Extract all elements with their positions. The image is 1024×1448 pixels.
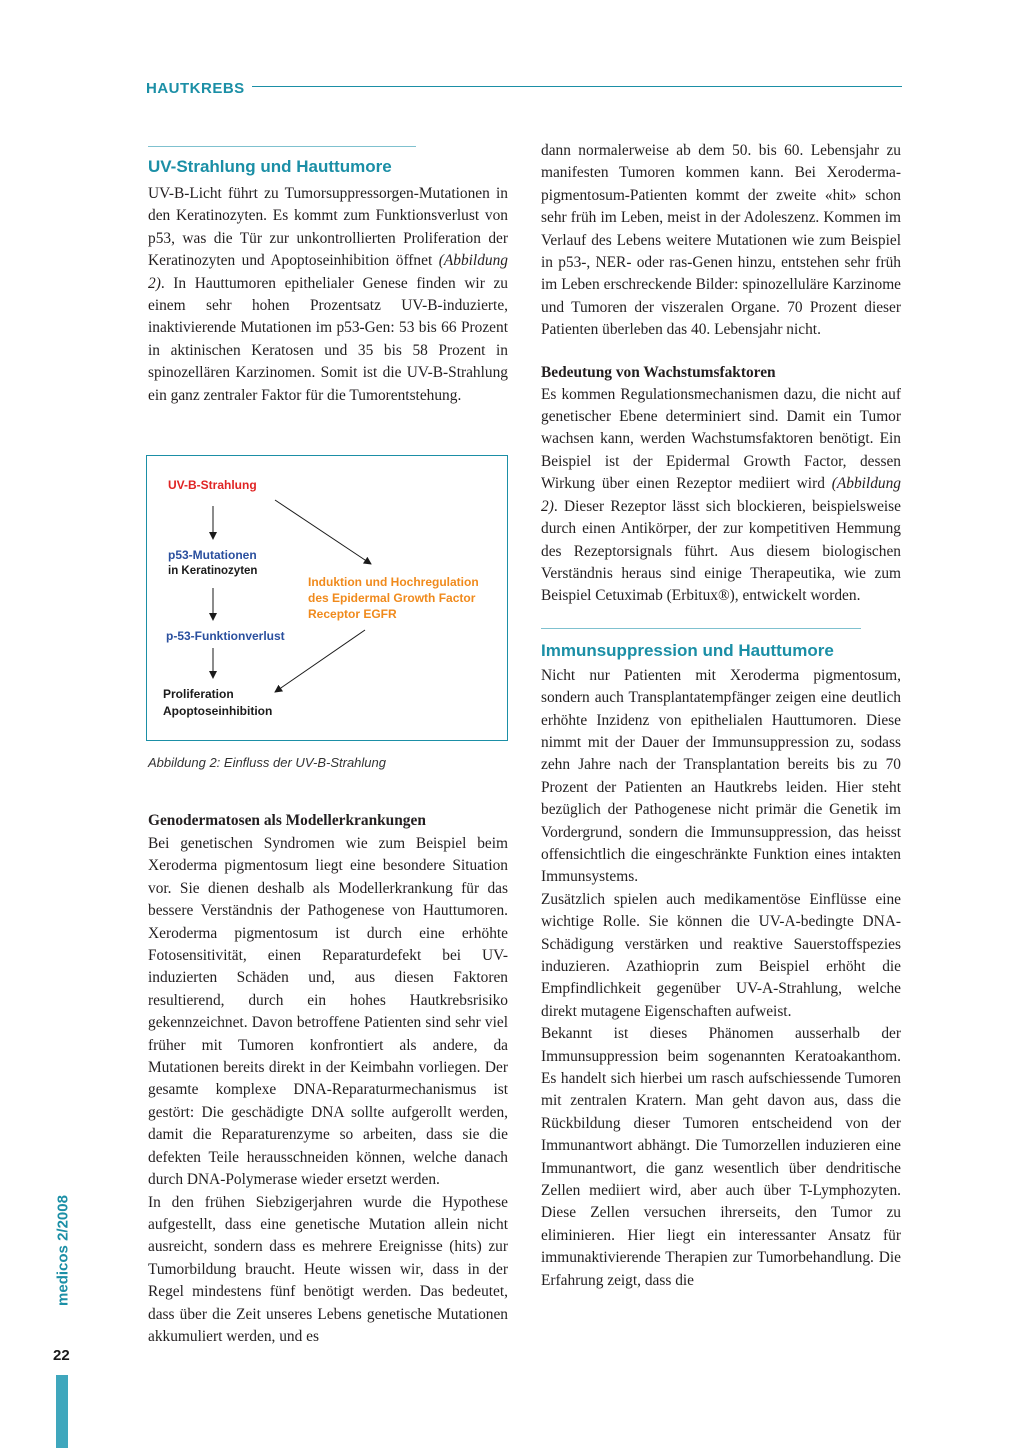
node-p53-mutations: p53-Mutationen — [168, 548, 257, 562]
node-apoptosis: Apoptoseinhibition — [163, 704, 273, 718]
arrow-egfr-to-prolif — [275, 630, 365, 692]
section-divider — [148, 146, 416, 147]
paragraph-continuation: dann normalerweise ab dem 50. bis 60. Lebensjahr zu manifesten Tumoren kommen kann. Bei Xeroderma-pigmentosum-Patienten kommt der zweite «hit» schon sehr früh im Leben, meist in der Adoleszenz. Kommen im Verlauf des Lebens weitere Mutationen wie zum Beispiel in p53-, NER- oder ras-Genen hinzu, entstehen sehr früh im Leben erschreckende Bilder: spinozelluläre Karzinome und Tumoren der viszeralen Organe. 70 Prozent dieser Patienten überleben das 40. Lebensjahr nicht. — [541, 142, 901, 339]
journal-sidebar — [46, 1190, 76, 1320]
node-proliferation: Proliferation — [163, 687, 234, 701]
arrow-uvb-to-egfr — [275, 500, 371, 564]
node-uvb: UV-B-Strahlung — [168, 478, 257, 492]
node-induktion-line1: Induktion und Hochregulation — [308, 575, 479, 589]
node-p53-loss: p-53-Funktionverlust — [166, 629, 285, 643]
journal-title: medicos 2/2008 — [54, 1195, 72, 1306]
left-column-top — [148, 146, 508, 407]
figure-caption: Abbildung 2: Einfluss der UV-B-Strahlung — [148, 755, 386, 770]
section-divider — [541, 628, 861, 629]
section-heading-genodermatosen: Genodermatosen als Modellerkrankungen — [148, 812, 426, 829]
figure-reference: (Abbildung 2) — [541, 475, 901, 515]
paragraph-immunsuppression-3: Bekannt ist dieses Phänomen ausserhalb der Immunsuppression beim sogenannten Keratoakanthom. Es handelt sich hierbei um rasch aufschiessende Tumoren mit zentralen Kratern. Man geht davon aus, dass die Rückbildung dieser Tumoren entscheidend von der Immunantwort abhängt. Die Tumorzellen induzieren eine Immunantwort, die ganz wesentlich über dendritische Zellen mediiert wird, aber auch über T-Lymphozyten. Diese Zellen versuchen ihrerseits, den Tumor zu eliminieren. Hier liegt ein interessanter Ansatz für immunaktivierende Therapien zur Tumorbehandlung. Die Erfahrung zeigt, dass die — [541, 1025, 901, 1289]
paragraph-immunsuppression-1: Nicht nur Patienten mit Xeroderma pigmentosum, sondern auch Transplantatempfänger zeigen eine deutlich erhöhte Inzidenz von epithelialen Hauttumoren. Diese nimmt mit der Dauer der Immunsuppression zu, sodass zehn Jahre nach der Transplantation bereits bis zu 70 Prozent der Patienten an Hautkrebs leiden. Hier steht bezüglich der Pathogenese nicht primär die Genetik im Vordergrund, sondern die Immunsuppression, das heisst offensichtlich die eingeschränkte Funktion eines intakten Immunsystems. — [541, 666, 901, 886]
paragraph-text: UV-B-Licht führt zu Tumorsuppressorgen-Mutationen in den Keratinozyten. Es kommt zum Funktionsverlust von p53, was die Tür zur unkontrollierten Proliferation der Keratinozyten und Apoptoseinhibition öffnet — [148, 185, 508, 270]
node-in-keratinocytes: in Keratinozyten — [168, 565, 258, 577]
section-heading-wachstumsfaktoren: Bedeutung von Wachstumsfaktoren — [541, 363, 776, 381]
node-induktion-line3: Receptor EGFR — [308, 607, 397, 621]
figure-diagram — [146, 455, 508, 741]
header-rule — [252, 86, 902, 87]
paragraph-genodermatosen-2: In den frühen Siebzigerjahren wurde die Hypothese aufgestellt, dass eine genetische Mutation allein nicht ausreicht, sondern dass es mehrere Ereignisse (hits) zur Tumorbildung braucht. Heute wissen wir, dass in der Regel mindestens fünf benötigt werden. Das bedeutet, dass über die Zeit unseres Lebens genetische Mutationen akkumuliert werden, und es — [148, 1193, 508, 1345]
decorative-side-bar — [56, 1375, 68, 1448]
paragraph-wachstumsfaktoren — [541, 384, 901, 608]
node-induktion-line2: des Epidermal Growth Factor — [308, 591, 476, 605]
figure-reference: (Abbildung 2) — [148, 252, 508, 292]
paragraph-text: . Dieser Rezeptor lässt sich blockieren, beispielsweise durch einen Antikörper, der zur kompetitiven Hemmung des Rezeptorsignals führt. Aus diesem biologischen Verständnis heraus sind einige Therapeutika, wie zum Beispiel Cetuximab (Erbitux®), entwickelt worden. — [541, 497, 901, 605]
paragraph-genodermatosen-1: Bei genetischen Syndromen wie zum Beispiel beim Xeroderma pigmentosum liegt eine besondere Situation vor. Sie dienen deshalb als Modellerkrankung für das bessere Verständnis der Pathogenese von Hauttumoren. Xeroderma pigmentosum ist durch eine erhöhte Fotosensitivität, einen Reparaturdefekt bei UV-induzierten Schäden und, aus diesen Faktoren resultierend, durch ein hohes Hautkrebsrisiko gekennzeichnet. Davon betroffene Patienten sind sehr viel früher mit Tumoren konfrontiert als andere, da Mutationen bereits direkt in der Keimbahn vorliegen. Der gesamte komplexe DNA-Reparaturmechanismus ist gestört: Die geschädigte DNA sollte aufgerollt werden, damit die Reparaturenzyme so arbeiten, dass sie die defekten Teile herausschneiden können, welche danach durch DNA-Polymerase wieder ersetzt werden. — [148, 835, 508, 1189]
section-header-label: HAUTKREBS — [146, 80, 245, 97]
right-column — [541, 140, 901, 1292]
paragraph-text: . In Hauttumoren epithelialer Genese finden wir zu einem sehr hohen Prozentsatz UV-B-induzierte, inaktivierende Mutationen im p53-Gen: 53 bis 66 Prozent in aktinischen Keratosen und 35 bis 58 Prozent in spinozellären Karzinomen. Somit ist die UV-B-Strahlung ein ganz zentraler Faktor für die Tumorentstehung. — [148, 274, 508, 404]
left-column-bottom — [148, 810, 508, 1348]
section-heading-uv: UV-Strahlung und Hauttumore — [148, 157, 392, 176]
section-heading-immunsuppression: Immunsuppression und Hauttumore — [541, 640, 834, 660]
paragraph-text: Es kommen Regulationsmechanismen dazu, die nicht auf genetischer Ebene determiniert sind. Damit ein Tumor wachsen kann, werden Wachstumsfaktoren benötigt. Ein Beispiel ist der Epidermal Growth Factor, dessen Wirkung über einen Rezeptor mediiert wird — [541, 385, 901, 493]
page-number: 22 — [53, 1347, 70, 1364]
paragraph-immunsuppression-2: Zusätzlich spielen auch medikamentöse Einflüsse eine wichtige Rolle. Sie können die UV-A-bedingte DNA-Schädigung verstärken und reaktive Sauerstoffspezies induzieren. Azathioprin zum Beispiel erhöht die Empfindlichkeit gegenüber UV-A-Strahlung, welche direkt mutagene Eigenschaften aufweist. — [541, 890, 901, 1020]
paragraph-uv — [148, 183, 508, 407]
